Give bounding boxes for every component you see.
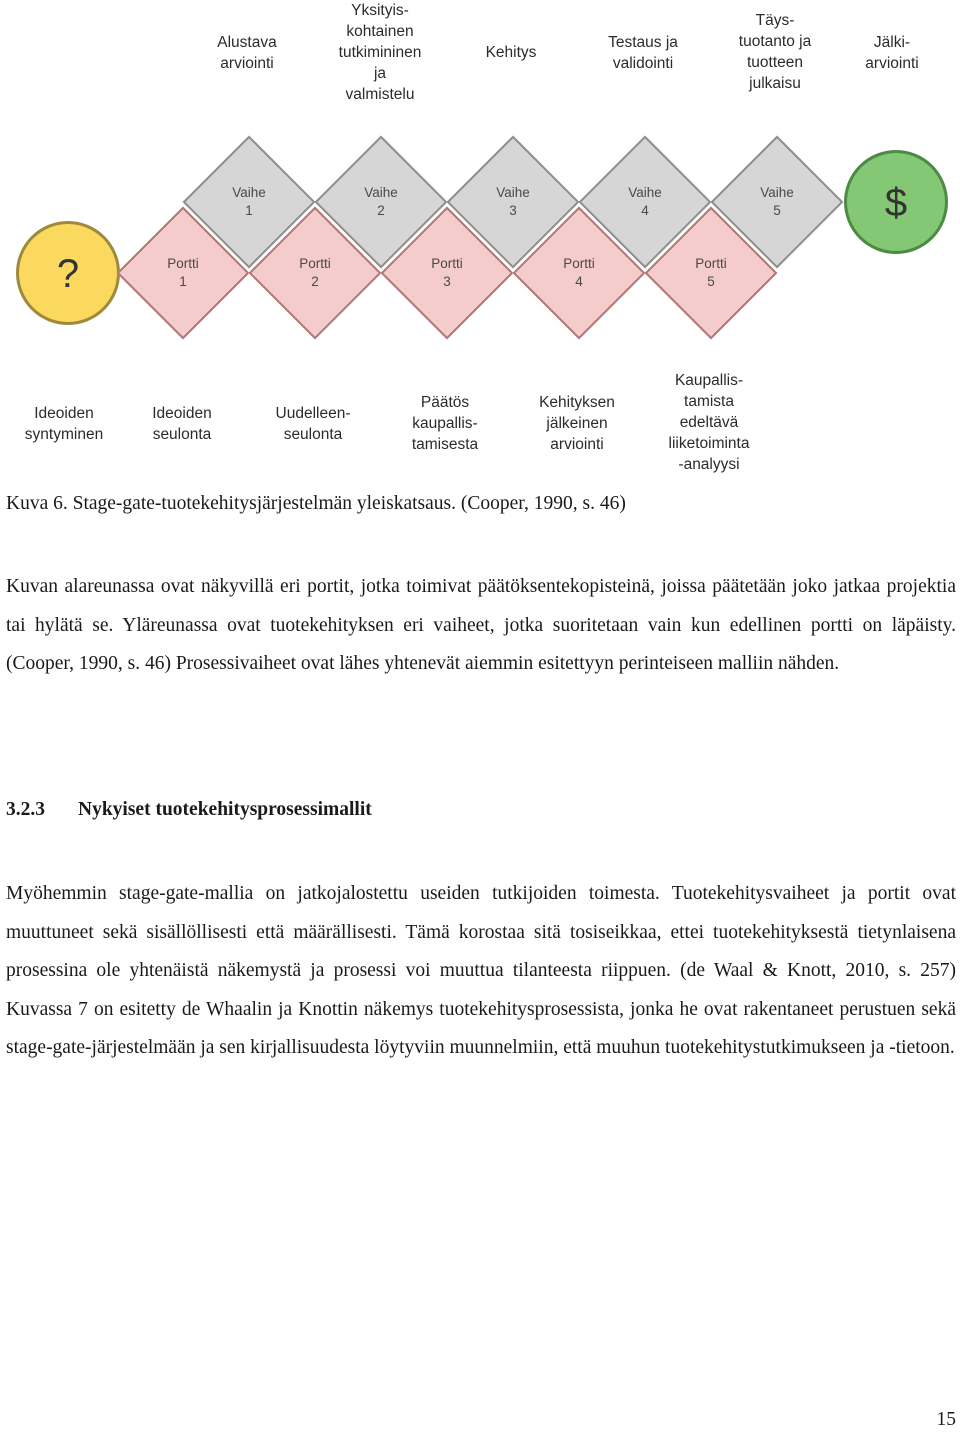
gate-1-label: Portti 1 <box>167 256 199 289</box>
stage-2-label: Vaihe 2 <box>364 185 398 218</box>
top-label-1: Alustava arviointi <box>217 34 277 72</box>
gate-2-label: Portti 2 <box>299 256 331 289</box>
top-label-5: Täys- tuotanto ja tuotteen julkaisu <box>738 12 812 92</box>
section-title: Nykyiset tuotekehitysprosessimallit <box>78 799 372 820</box>
top-label-6: Jälki- arviointi <box>865 34 919 72</box>
paragraph-1: Kuvan alareunassa ovat näkyvillä eri portit, jotka toimivat päätöksentekopisteinä, joissa päätetään joko jatkaa projektia tai hylätä se. Yläreunassa ovat tuotekehityksen eri vaiheet, jotka suoritetaan vain kun edellinen portti on läpäisty. (Cooper, 1990, s. 46) Prosessivaiheet ovat lähes yhtenevät aiemmin esitettyyn perinteiseen malliin nähden. <box>6 576 956 674</box>
section-heading <box>6 799 372 821</box>
stage-1-label: Vaihe 1 <box>232 185 266 218</box>
gate-5-label: Portti 5 <box>695 256 727 289</box>
stage-5-label: Vaihe 5 <box>760 185 794 218</box>
bottom-label-1: Ideoiden syntyminen <box>24 405 104 443</box>
bottom-label-2: Ideoiden seulonta <box>152 405 212 443</box>
bottom-label-5: Kehityksen jälkeinen arviointi <box>539 394 615 453</box>
gate-3-label: Portti 3 <box>431 256 463 289</box>
launch-end-circle: $ <box>844 150 948 254</box>
bottom-label-3: Uudelleen- seulonta <box>275 405 351 443</box>
paragraph-2: Myöhemmin stage-gate-mallia on jatkojalostettu useiden tutkijoiden toimesta. Tuotekehitysvaiheet ja portit ovat muuttuneet sekä sisällöllisesti että määrällisesti. Tämä korostaa sitä tosiseikkaa, ettei tuotekehityksestä tietynlaisena prosessina ole yhtenäistä näkemystä ja prosessi voi muuttua tilanteesta riippuen. (de Waal & Knott, 2010, s. 257) Kuvassa 7 on esitetty de Whaalin ja Knottin näkemys tuotekehitysprosessista, jonka he ovat rakentaneet perustuen sekä stage-gate-järjestelmään ja sen kirjallisuudesta löytyviin muunnelmiin, että muuhun tuotekehitystutkimukseen ja -tietoon. <box>6 883 956 1058</box>
stage-gate-figure <box>0 0 960 480</box>
gate-4-label: Portti 4 <box>563 256 595 289</box>
stage-4-label: Vaihe 4 <box>628 185 662 218</box>
bottom-label-6: Kaupallis- tamista edeltävä liiketoiminta -analyysi <box>668 372 750 473</box>
top-label-4: Testaus ja validointi <box>608 34 678 72</box>
bottom-label-4: Päätös kaupallis- tamisesta <box>411 394 479 453</box>
stage-3-label: Vaihe 3 <box>496 185 530 218</box>
top-label-2: Yksityis- kohtainen tutkimininen ja valmistelu <box>338 2 422 103</box>
idea-start-circle: ? <box>16 221 120 325</box>
top-label-3: Kehitys <box>485 44 537 61</box>
section-number: 3.2.3 <box>6 799 45 820</box>
page-number: 15 <box>936 1409 956 1430</box>
figure-caption: Kuva 6. Stage-gate-tuotekehitysjärjestelmän yleiskatsaus. (Cooper, 1990, s. 46) <box>6 493 626 514</box>
